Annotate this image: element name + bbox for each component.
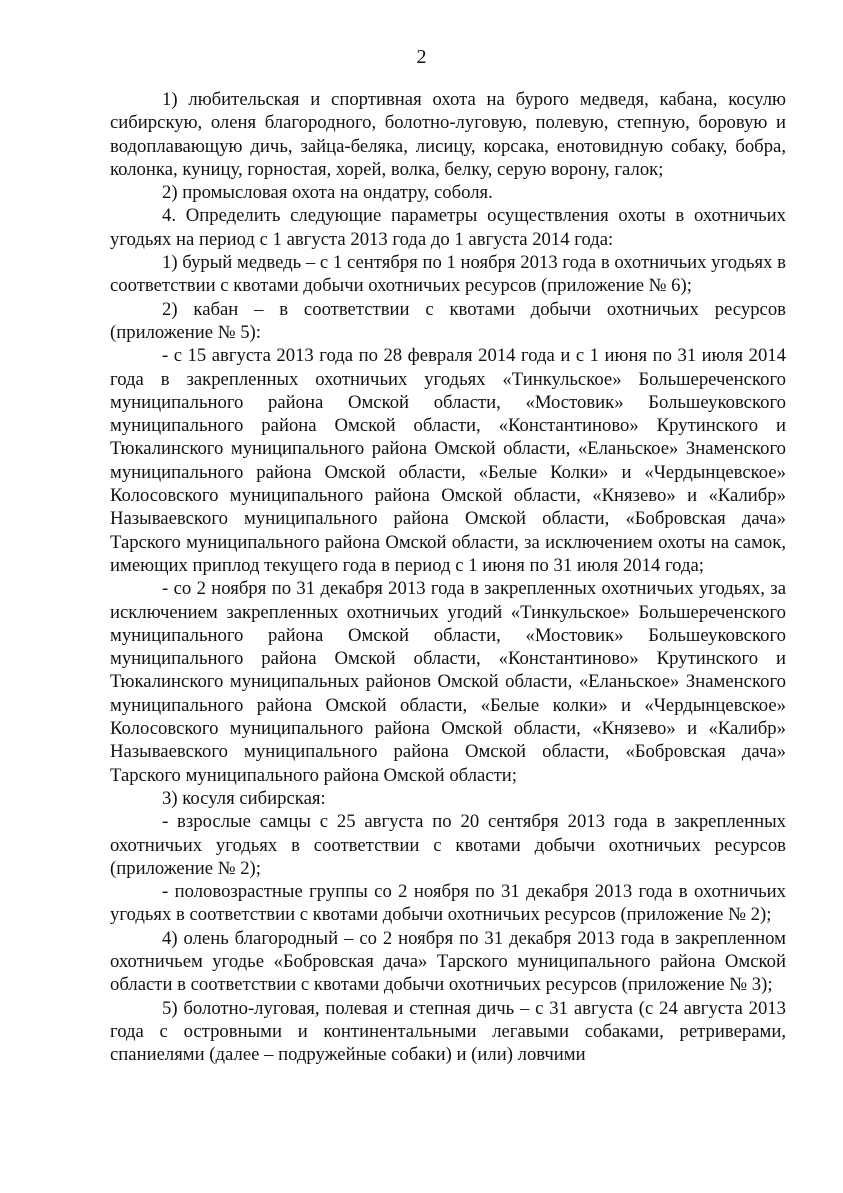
paragraph-7: - со 2 ноября по 31 декабря 2013 года в закрепленных охотничьих угодьях, за исключением закрепленных охотничьих угодий «Тинкульское» Большереченского муниципального района Омской области, «Мостовик» Большеуковского муниципального района Омской области, «Константиново» Крутинского и Тюкалинского муниципальных районов Омской области, «Еланьское» Знаменского муниципального района Омской области, «Белые колки» и «Чердынцевское» Колосовского муниципального района Омской области, «Князево» и «Калибр» Называевского муниципального района Омской области, «Бобровская дача» Тарского муниципального района Омской области; bbox=[110, 578, 786, 786]
paragraph-12: 5) болотно-луговая, полевая и степная дичь – с 31 августа (с 24 августа 2013 года с островными и континентальными легавыми собаками, ретриверами, спаниелями (далее – подружейные собаки) и (или) ловчими bbox=[110, 997, 786, 1066]
paragraph-9: - взрослые самцы с 25 августа по 20 сентября 2013 года в закрепленных охотничьих угодьях в соответствии с квотами добычи охотничьих ресурсов (приложение № 2); bbox=[110, 811, 786, 879]
paragraph-6: - с 15 августа 2013 года по 28 февраля 2014 года и с 1 июня по 31 июля 2014 года в закрепленных охотничьих угодьях «Тинкульское» Большереченского муниципального района Омской области, «Мостовик» Большеуковского муниципального района Омской области, «Константиново» Крутинского и Тюкалинского муниципального района Омской области, «Еланьское» Знаменского муниципального района Омской области, «Белые Колки» и «Чердынцевское» Колосовского муниципального района Омской области, «Князево» и «Калибр» Называевского муниципального района Омской области, «Бобровская дача» Тарского муниципального района Омской области, за исключением охоты на самок, имеющих приплод текущего года в период с 1 июня по 31 июля 2014 года; bbox=[110, 345, 786, 576]
paragraph-2: 2) промысловая охота на ондатру, соболя. bbox=[162, 182, 493, 204]
paragraph-10: - половозрастные группы со 2 ноября по 31 декабря 2013 года в охотничьих угодьях в соответствии с квотами добычи охотничьих ресурсов (приложение № 2); bbox=[110, 881, 786, 926]
paragraph-5: 2) кабан – в соответствии с квотами добычи охотничьих ресурсов (приложение № 5): bbox=[110, 298, 786, 343]
paragraph-3: 4. Определить следующие параметры осуществления охоты в охотничьих угодьях на период с 1 августа 2013 года до 1 августа 2014 года: bbox=[110, 205, 786, 250]
paragraph-4: 1) бурый медведь – с 1 сентября по 1 ноября 2013 года в охотничьих угодьях в соответствии с квотами добычи охотничьих ресурсов (приложение № 6); bbox=[110, 252, 786, 297]
page-number: 2 bbox=[416, 46, 427, 68]
document-body bbox=[110, 88, 786, 1066]
paragraph-8: 3) косуля сибирская: bbox=[162, 787, 326, 809]
paragraph-1: 1) любительская и спортивная охота на бурого медведя, кабана, косулю сибирскую, оленя благородного, болотно-луговую, полевую, степную, боровую и водоплавающую дичь, зайца-беляка, лисицу, корсака, енотовидную собаку, бобра, колонка, куницу, горностая, хорей, волка, белку, серую ворону, галок; bbox=[110, 89, 786, 180]
paragraph-11: 4) олень благородный – со 2 ноября по 31 декабря 2013 года в закрепленном охотничьем угодье «Бобровская дача» Тарского муниципального района Омской области в соответствии с квотами добычи охотничьих ресурсов (приложение № 3); bbox=[110, 927, 786, 996]
